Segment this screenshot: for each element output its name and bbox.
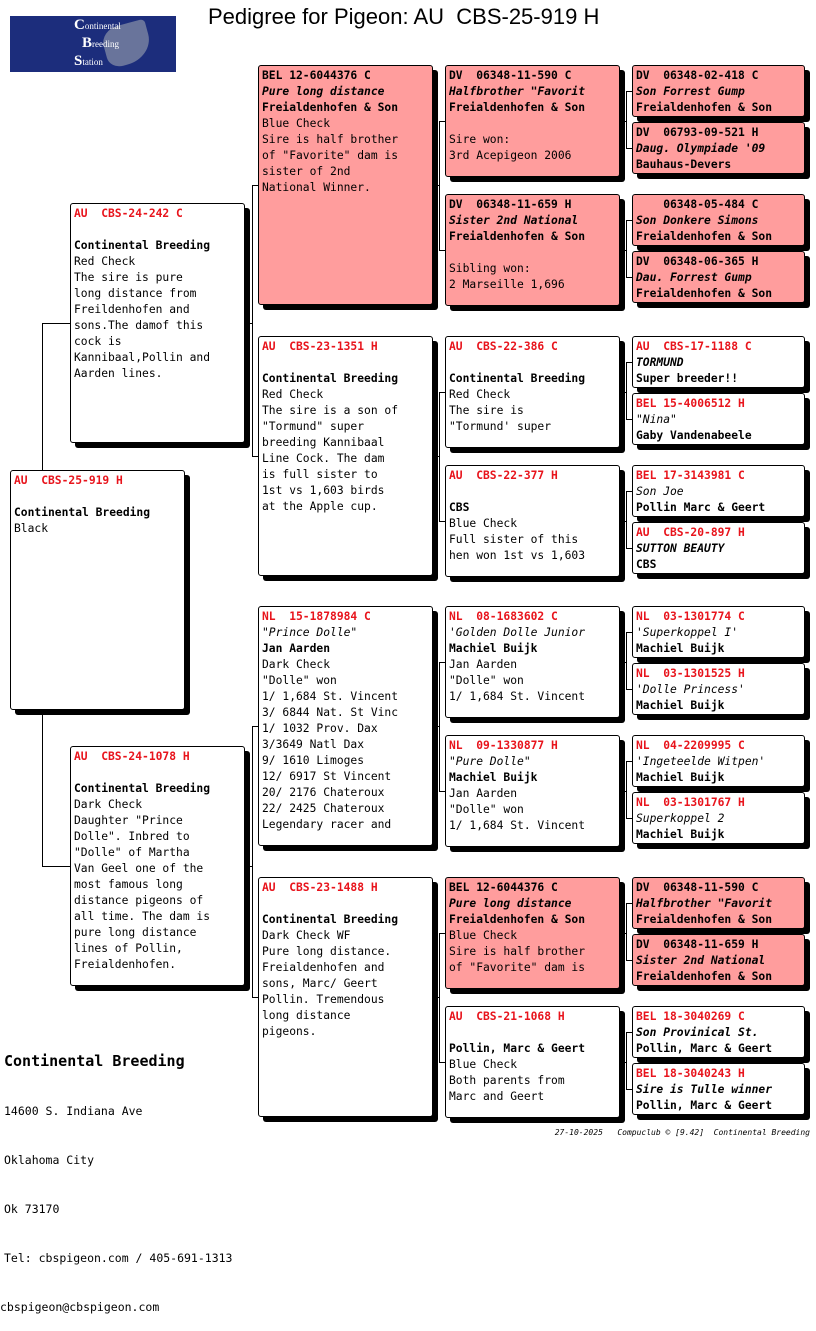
pedigree-box-g8[interactable] [632, 522, 805, 574]
pedigree-box-g7[interactable] [632, 465, 805, 517]
pigeon-info-line: Super breeder!! [636, 372, 739, 385]
pigeon-info-line: 20/ 2176 Chateroux [262, 786, 385, 799]
pigeon-info-line: Freialdenhofen & Son [262, 101, 399, 114]
pigeon-info-line: "Tormund" super [262, 420, 365, 433]
pigeon-info-line: Freialdenhofen & Son [636, 101, 773, 114]
ring-number: AU CBS-20-897 H [636, 526, 745, 539]
pedigree-box-ssd[interactable] [445, 194, 620, 306]
print-footer: 27-10-2025 Compuclub © [9.42] Continental Breeding [554, 1128, 810, 1137]
spacer [449, 116, 616, 132]
ring-number: AU CBS-25-919 H [14, 474, 123, 487]
ring-number: BEL 18-3040243 H [636, 1067, 745, 1080]
pigeon-info-line: Machiel Buijk [449, 642, 538, 655]
pigeon-info-line: pigeons. [262, 1025, 317, 1038]
pigeon-info-line: sons, Marc/ Geert [262, 977, 378, 990]
pigeon-info-line: 12/ 6917 St Vincent [262, 770, 392, 783]
pigeon-info-line: Son Provinical St. [636, 1026, 759, 1039]
connector-line [439, 933, 440, 1062]
pigeon-info-line: Van Geel one of the [74, 862, 204, 875]
pedigree-box-s[interactable] [70, 203, 245, 443]
pedigree-box-dss[interactable] [445, 606, 620, 718]
pigeon-info-line: Pure long distance. [262, 945, 392, 958]
ring-number: DV 06348-11-590 C [449, 69, 572, 82]
pigeon-info-line: Blue Check [262, 117, 331, 130]
pigeon-info-line: 3/ 6844 Nat. St Vinc [262, 706, 399, 719]
spacer [449, 245, 616, 261]
pigeon-info-line: National Winner. [262, 181, 371, 194]
ring-number: AU CBS-23-1488 H [262, 881, 378, 894]
pigeon-info-line: Continental Breeding [449, 372, 586, 385]
connector-line [252, 726, 253, 997]
pigeon-info-line: 1/ 1,684 St. Vincent [262, 690, 399, 703]
pedigree-box-ddd[interactable] [445, 1006, 620, 1118]
spacer [262, 896, 429, 912]
pigeon-info-line: 'Ingeteelde Witpen' [636, 755, 766, 768]
connector-line [626, 91, 627, 148]
pigeon-info-line: Continental Breeding [262, 372, 399, 385]
pigeon-info-line: Continental Breeding [74, 239, 211, 252]
pigeon-info-line: Jan Aarden [262, 642, 331, 655]
pigeon-info-line: 2 Marseille 1,696 [449, 278, 565, 291]
pigeon-info-line: "Prince Dolle" [262, 626, 358, 639]
ring-number: NL 04-2209995 C [636, 739, 745, 752]
pigeon-info-line: Pollin Marc & Geert [636, 501, 766, 514]
pigeon-info-line: Sire is half brother [262, 133, 399, 146]
pigeon-info-line: Sibling won: [449, 262, 531, 275]
pigeon-info-line: is full sister to [262, 468, 378, 481]
pigeon-info-line: all time. The dam is [74, 910, 211, 923]
pigeon-info-line: CBS [449, 501, 470, 514]
pedigree-box-g9[interactable] [632, 606, 805, 658]
pigeon-info-line: Pollin, Marc & Geert [636, 1099, 773, 1112]
pigeon-info-line: Freialdenhofen & Son [449, 913, 586, 926]
ring-number: BEL 17-3143981 C [636, 469, 745, 482]
ring-number: NL 03-1301525 H [636, 667, 745, 680]
pigeon-info-line: Aarden lines. [74, 367, 163, 380]
pigeon-info-line: "Pure Dolle" [449, 755, 531, 768]
pedigree-box-sss[interactable] [445, 65, 620, 177]
pedigree-box-dd[interactable] [258, 877, 433, 1117]
pigeon-info-line: "Dolle" won [449, 674, 524, 687]
pigeon-info-line: cock is [74, 335, 122, 348]
page-title: Pedigree for Pigeon: AU CBS-25-919 H [208, 4, 600, 29]
ring-number: AU CBS-22-377 H [449, 469, 558, 482]
pigeon-info-line: breeding Kannibaal [262, 436, 385, 449]
ring-number: NL 03-1301774 C [636, 610, 745, 623]
pedigree-box-ss[interactable] [258, 65, 433, 305]
pigeon-info-line: Continental Breeding [74, 782, 211, 795]
pigeon-info-line: distance pigeons of [74, 894, 204, 907]
pigeon-info-line: Freialdenhofen & Son [636, 287, 773, 300]
connector-line [439, 662, 440, 791]
pigeon-info-line: Machiel Buijk [636, 642, 725, 655]
pedigree-box-g11[interactable] [632, 735, 805, 787]
pigeon-info-line: Blue Check [449, 1058, 518, 1071]
pigeon-info-line: Sire is half brother [449, 945, 586, 958]
pigeon-info-line: Pure long distance [262, 85, 385, 98]
pedigree-box-sds[interactable] [445, 336, 620, 448]
pigeon-info-line: Jan Aarden [449, 658, 518, 671]
connector-line [42, 710, 43, 866]
pigeon-info-line: "Dolle" won [262, 674, 337, 687]
pigeon-info-line: Daughter "Prince [74, 814, 183, 827]
pedigree-box-ds[interactable] [258, 606, 433, 846]
pigeon-info-line: Machiel Buijk [636, 771, 725, 784]
pigeon-info-line: TORMUND [636, 356, 684, 369]
pigeon-info-line: Sister 2nd National [636, 954, 766, 967]
pedigree-box-g14[interactable] [632, 934, 805, 986]
connector-line [42, 323, 43, 470]
pigeon-info-line: pure long distance [74, 926, 197, 939]
connector-line [439, 392, 440, 521]
pigeon-info-line: Freialdenhofen & Son [449, 101, 586, 114]
ring-number: NL 09-1330877 H [449, 739, 558, 752]
connector-line [626, 220, 627, 277]
contact-state-zip: Ok 73170 [4, 1201, 60, 1216]
pedigree-box-sdd[interactable] [445, 465, 620, 577]
pigeon-info-line: 1st vs 1,603 birds [262, 484, 385, 497]
pigeon-info-line: Bauhaus-Devers [636, 158, 732, 171]
pedigree-box-g10[interactable] [632, 663, 805, 715]
pigeon-info-line: CBS [636, 558, 657, 571]
pigeon-info-line: 9/ 1610 Limoges [262, 754, 365, 767]
pigeon-info-line: Freialdenhofen. [74, 958, 177, 971]
ring-number: DV 06348-02-418 C [636, 69, 759, 82]
connector-line [626, 1032, 627, 1089]
spacer [262, 355, 429, 371]
pigeon-info-line: Blue Check [449, 929, 518, 942]
pedigree-box-dds[interactable] [445, 877, 620, 989]
pedigree-box-g4[interactable] [632, 251, 805, 303]
pigeon-info-line: Halfbrother "Favorit [636, 897, 773, 910]
pigeon-info-line: sons.The damof this [74, 319, 204, 332]
pigeon-info-line: Pollin, Marc & Geert [636, 1042, 773, 1055]
ring-number: DV 06348-11-659 H [449, 198, 572, 211]
pigeon-info-line: 'Superkoppel I' [636, 626, 739, 639]
pigeon-info-line: Sire is Tulle winner [636, 1083, 773, 1096]
pigeon-info-line: 1/ 1,684 St. Vincent [449, 819, 586, 832]
pigeon-info-line: Son Donkere Simons [636, 214, 759, 227]
pigeon-info-line: SUTTON BEAUTY [636, 542, 725, 555]
ring-number: AU CBS-17-1188 C [636, 340, 752, 353]
spacer [449, 355, 616, 371]
pigeon-info-line: Superkoppel 2 [636, 812, 725, 825]
pigeon-info-line: Legendary racer and [262, 818, 392, 831]
pigeon-info-line: long distance from [74, 287, 197, 300]
pigeon-info-line: Dau. Forrest Gump [636, 271, 752, 284]
ring-number: AU CBS-21-1068 H [449, 1010, 565, 1023]
pedigree-box-p0[interactable] [10, 470, 185, 710]
pedigree-box-g15[interactable] [632, 1006, 805, 1058]
connector-line [245, 866, 252, 867]
connector-line [626, 491, 627, 548]
pigeon-info-line: Sire won: [449, 133, 511, 146]
pigeon-info-line: Red Check [449, 388, 511, 401]
pigeon-info-line: "Dolle" of Martha [74, 846, 190, 859]
pigeon-info-line: Continental Breeding [262, 913, 399, 926]
spacer [74, 765, 241, 781]
breeder-contact [0, 1018, 233, 1331]
pigeon-info-line: Dolle". Inbred to [74, 830, 190, 843]
pigeon-info-line: Pure long distance [449, 897, 572, 910]
pigeon-info-line: Freialdenhofen & Son [449, 230, 586, 243]
pigeon-info-line: Daug. Olympiade '09 [636, 142, 766, 155]
pigeon-info-line: Kannibaal,Pollin and [74, 351, 211, 364]
pigeon-info-line: The sire is a son of [262, 404, 399, 417]
pigeon-info-line: Line Cock. The dam [262, 452, 385, 465]
pigeon-info-line: at the Apple cup. [262, 500, 378, 513]
pigeon-info-line: Black [14, 522, 49, 535]
pedigree-box-g13[interactable] [632, 877, 805, 929]
spacer [449, 1025, 616, 1041]
pigeon-info-line: of "Favorite" dam is [262, 149, 399, 162]
connector-line [42, 866, 70, 867]
contact-tel: Tel: cbspigeon.com / 405-691-1313 [4, 1250, 233, 1265]
ring-number: AU CBS-24-242 C [74, 207, 183, 220]
ring-number: DV 06348-06-365 H [636, 255, 759, 268]
pedigree-box-g5[interactable] [632, 336, 805, 388]
spacer [74, 222, 241, 238]
pigeon-info-line: Pollin, Marc & Geert [449, 1042, 586, 1055]
pedigree-box-dsd[interactable] [445, 735, 620, 847]
ring-number: AU CBS-22-386 C [449, 340, 558, 353]
spacer [14, 489, 181, 505]
pigeon-info-line: "Tormund' super [449, 420, 552, 433]
pigeon-info-line: 'Dolle Princess' [636, 683, 745, 696]
ring-number: NL 08-1683602 C [449, 610, 558, 623]
pigeon-info-line: Son Joe [636, 485, 684, 498]
spacer [449, 484, 616, 500]
connector-line [42, 323, 70, 324]
pedigree-box-g3[interactable] [632, 194, 805, 246]
cbs-logo: Continental Breeding Station [10, 16, 176, 72]
ring-number: DV 06348-11-659 H [636, 938, 759, 951]
pigeon-info-line: The sire is [449, 404, 524, 417]
pigeon-info-line: Continental Breeding [14, 506, 151, 519]
contact-address: 14600 S. Indiana Ave [4, 1104, 143, 1119]
pigeon-info-line: of "Favorite" dam is [449, 961, 586, 974]
pigeon-info-line: Red Check [74, 255, 136, 268]
ring-number: BEL 18-3040269 C [636, 1010, 745, 1023]
pigeon-info-line: Son Forrest Gump [636, 85, 745, 98]
pigeon-info-line: Machiel Buijk [636, 828, 725, 841]
pigeon-info-line: most famous long [74, 878, 183, 891]
pigeon-info-line: Dark Check WF [262, 929, 351, 942]
pigeon-info-line: Gaby Vandenabeele [636, 429, 752, 442]
pigeon-info-line: Full sister of this [449, 533, 579, 546]
pigeon-info-line: Dark Check [74, 798, 143, 811]
pigeon-info-line: 'Golden Dolle Junior [449, 626, 586, 639]
pedigree-box-d[interactable] [70, 746, 245, 986]
pedigree-box-g6[interactable] [632, 393, 805, 445]
pigeon-info-line: 1/ 1032 Prov. Dax [262, 722, 378, 735]
ring-number: AU CBS-24-1078 H [74, 750, 190, 763]
connector-line [252, 185, 253, 456]
connector-line [245, 323, 252, 324]
pigeon-info-line: Pollin. Tremendous [262, 993, 385, 1006]
pigeon-info-line: Freialdenhofen & Son [636, 913, 773, 926]
pigeon-info-line: Both parents from [449, 1074, 565, 1087]
pigeon-info-line: Machiel Buijk [636, 699, 725, 712]
pigeon-info-line: sister of 2nd [262, 165, 351, 178]
pigeon-info-line: Freialdenhofen & Son [636, 970, 773, 983]
pedigree-box-g16[interactable] [632, 1063, 805, 1115]
connector-line [439, 121, 440, 250]
pedigree-box-g2[interactable] [632, 122, 805, 174]
pigeon-info-line: Halfbrother "Favorit [449, 85, 586, 98]
ring-number: NL 15-1878984 C [262, 610, 371, 623]
contact-city: Oklahoma City [4, 1153, 95, 1168]
ring-number: 06348-05-484 C [636, 198, 759, 211]
pigeon-info-line: 3/3649 Natl Dax [262, 738, 365, 751]
pigeon-info-line: 22/ 2425 Chateroux [262, 802, 385, 815]
ring-number: BEL 15-4006512 H [636, 397, 745, 410]
contact-org: Continental Breeding [4, 1051, 185, 1070]
connector-line [626, 632, 627, 689]
pigeon-info-line: 1/ 1,684 St. Vincent [449, 690, 586, 703]
pigeon-info-line: The sire is pure [74, 271, 183, 284]
pedigree-box-g12[interactable] [632, 792, 805, 844]
pigeon-info-line: "Dolle" won [449, 803, 524, 816]
pigeon-info-line: "Nina" [636, 413, 677, 426]
pigeon-info-line: long distance [262, 1009, 351, 1022]
ring-number: AU CBS-23-1351 H [262, 340, 378, 353]
ring-number: BEL 12-6044376 C [449, 881, 558, 894]
pigeon-info-line: Freialdenhofen and [262, 961, 385, 974]
connector-line [626, 903, 627, 960]
pigeon-info-line: Red Check [262, 388, 324, 401]
pigeon-info-line: Sister 2nd National [449, 214, 579, 227]
pedigree-box-sd[interactable] [258, 336, 433, 576]
pigeon-info-line: Freialdenhofen & Son [636, 230, 773, 243]
ring-number: BEL 12-6044376 C [262, 69, 371, 82]
contact-email: cbspigeon@cbspigeon.com [0, 1299, 160, 1314]
pigeon-info-line: Jan Aarden [449, 787, 518, 800]
pigeon-info-line: lines of Pollin, [74, 942, 183, 955]
pigeon-info-line: Machiel Buijk [449, 771, 538, 784]
pigeon-info-line: Marc and Geert [449, 1090, 545, 1103]
pigeon-info-line: hen won 1st vs 1,603 [449, 549, 586, 562]
ring-number: DV 06793-09-521 H [636, 126, 759, 139]
connector-line [626, 362, 627, 419]
connector-line [626, 761, 627, 818]
pigeon-info-line: 3rd Acepigeon 2006 [449, 149, 572, 162]
pedigree-box-g1[interactable] [632, 65, 805, 117]
pigeon-info-line: Freildenhofen and [74, 303, 190, 316]
pigeon-info-line: Dark Check [262, 658, 331, 671]
ring-number: DV 06348-11-590 C [636, 881, 759, 894]
ring-number: NL 03-1301767 H [636, 796, 745, 809]
pigeon-info-line: Blue Check [449, 517, 518, 530]
